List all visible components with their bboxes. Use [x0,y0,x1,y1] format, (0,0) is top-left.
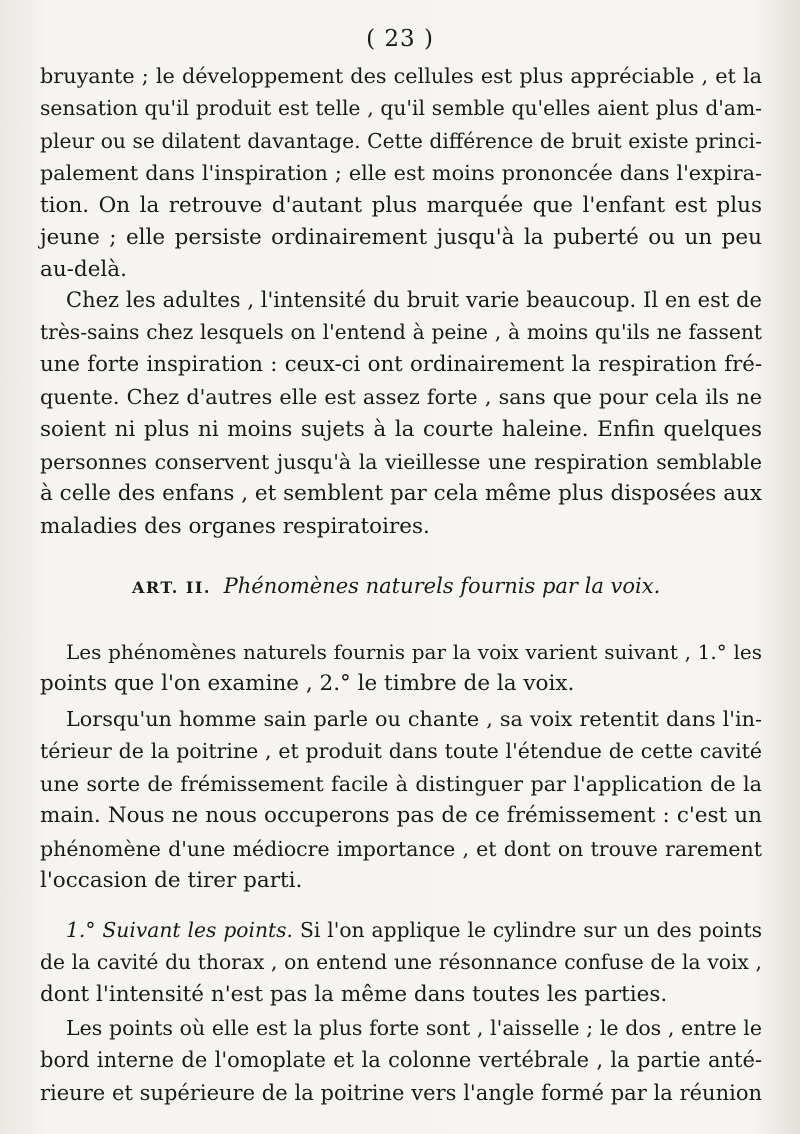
text-line: Les phénomènes naturels fournis par la voix varient suivant , 1.° les [66,640,762,664]
text-line: phénomène d'une médiocre importance , et dont on trouve rarement [40,836,762,861]
text-line: une forte inspiration : ceux-ci ont ordinairement la respiration fré- [40,351,762,377]
text-line: jeune ; elle persiste ordinairement jusqu'à la puberté ou un peu [40,225,762,251]
text-line: une sorte de frémissement facile à distinguer par l'application de la [40,771,762,796]
text-line: quente. Chez d'autres elle est assez forte , sans que pour cela ils ne [40,385,762,410]
text-span: Si l'on applique le cylindre sur un des points [292,918,762,942]
paragraph-6 [40,1012,762,1109]
italic-lead: 1.° Suivant les points. [66,918,293,942]
text-line: l'occasion de tirer parti. [40,868,303,894]
text-line: tion. On la retrouve d'autant plus marquée que l'enfant est plus [40,192,762,218]
text-line: maladies des organes respiratoires. [40,513,430,539]
text-line: main. Nous ne nous occuperons pas de ce frémissement : c'est un [40,803,762,829]
text-line: soient ni plus ni moins sujets à la courte haleine. Enfin quelques [40,416,762,442]
section-heading [132,574,660,598]
article-label: ART. II. [132,578,211,597]
text-line: à celle des enfans , et semblent par cela même plus disposées aux [40,481,762,507]
text-line: Chez les adultes , l'intensité du bruit varie beaucoup. Il en est de [66,288,762,312]
text-line: térieur de la poitrine , et produit dans toute l'étendue de cette cavité [40,739,762,764]
article-title: Phénomènes naturels fournis par la voix. [223,574,661,598]
text-line: Lorsqu'un homme sain parle ou chante , sa voix retentit dans l'in- [66,707,762,731]
paragraph-4 [40,703,762,897]
paragraph-2 [40,284,762,543]
text-line: sensation qu'il produit est telle , qu'il semble qu'elles aient plus d'am- [40,96,762,121]
text-line: rieure et supérieure de la poitrine vers l'angle formé par la réunion [40,1080,762,1105]
text-line: bord interne de l'omoplate et la colonne vertébrale , la partie anté- [40,1048,762,1073]
text-line: points que l'on examine , 2.° le timbre de la voix. [40,671,575,697]
text-line: dont l'intensité n'est pas la même dans toutes les parties. [40,981,668,1007]
text-line: au-delà. [40,257,127,283]
text-line: Les points où elle est la plus forte sont , l'aisselle ; le dos , entre le [66,1016,762,1040]
paragraph-3 [40,636,762,701]
text-line: de la cavité du thorax , on entend une résonnance confuse de la voix , [40,950,762,975]
paragraph-1 [40,60,762,287]
paragraph-5 [40,914,762,1011]
text-line: bruyante ; le développement des cellules est plus appréciable , et la [40,64,762,88]
text-line: très-sains chez lesquels on l'entend à peine , à moins qu'ils ne fassent [40,320,762,345]
text-line [40,914,762,946]
page-number: ( 23 ) [366,26,434,52]
text-line: palement dans l'inspiration ; elle est moins prononcée dans l'expira- [40,161,762,186]
text-line: pleur ou se dilatent davantage. Cette différence de bruit existe princi- [40,128,762,153]
text-line: personnes conservent jusqu'à la vieillesse une respiration semblable [40,450,762,475]
